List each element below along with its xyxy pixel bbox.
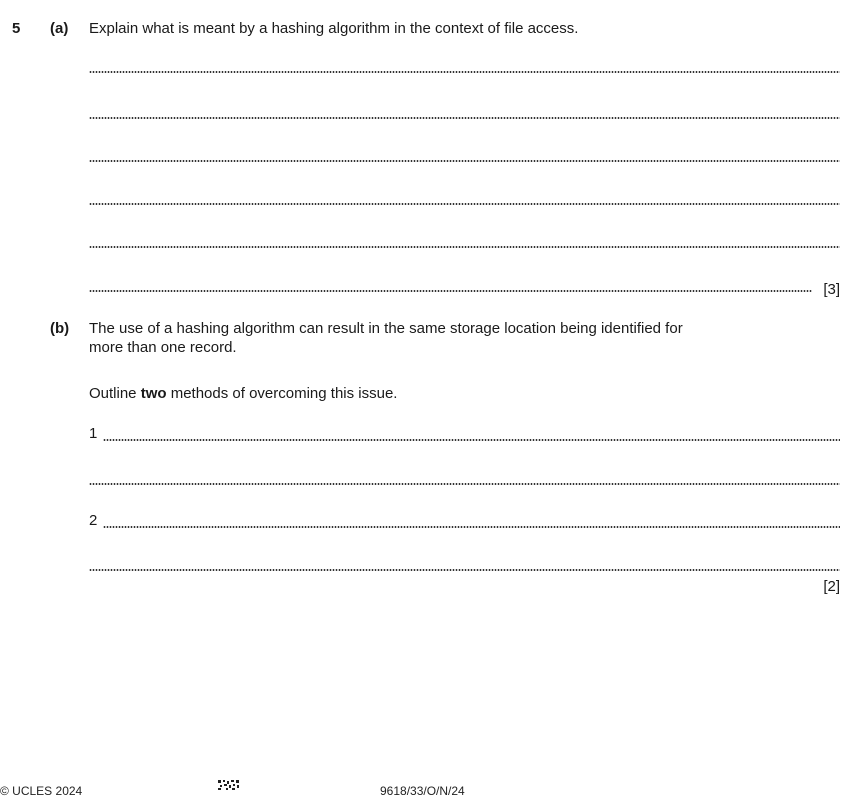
- paper-code: 9618/33/O/N/24: [380, 784, 465, 798]
- part-b-marks: [2]: [823, 578, 840, 595]
- instruction-bold: two: [140, 385, 167, 402]
- answer-line-a-6[interactable]: [89, 290, 812, 292]
- answer-line-a-4[interactable]: [89, 203, 840, 205]
- part-b-instruction: [89, 385, 397, 402]
- part-a-marks: [3]: [823, 281, 840, 298]
- part-b-text-line-1: The use of a hashing algorithm can result in the same storage location being identified for: [89, 320, 683, 337]
- part-a-question-text: Explain what is meant by a hashing algorithm in the context of file access.: [89, 20, 579, 37]
- instruction-pre: Outline: [89, 385, 141, 402]
- answer-line-b-1a[interactable]: [103, 439, 840, 441]
- instruction-post: methods of overcoming this issue.: [166, 385, 398, 402]
- barcode-icon: [218, 780, 240, 790]
- answer-line-a-5[interactable]: [89, 246, 840, 248]
- part-b-text-line-2: more than one record.: [89, 339, 237, 356]
- question-number: 5: [12, 20, 21, 37]
- answer-line-b-1b[interactable]: [89, 483, 840, 485]
- answer-line-a-3[interactable]: [89, 160, 840, 162]
- part-a-label: (a): [50, 20, 69, 37]
- part-b-label: (b): [50, 320, 70, 337]
- answer-line-b-2b[interactable]: [89, 569, 840, 571]
- answer-line-b-2a[interactable]: [103, 526, 840, 528]
- answer-line-a-2[interactable]: [89, 117, 840, 119]
- answer-item-2-number: 2: [89, 512, 98, 529]
- answer-item-1-number: 1: [89, 425, 98, 442]
- copyright-text: © UCLES 2024: [0, 784, 83, 798]
- answer-line-a-1[interactable]: [89, 71, 840, 73]
